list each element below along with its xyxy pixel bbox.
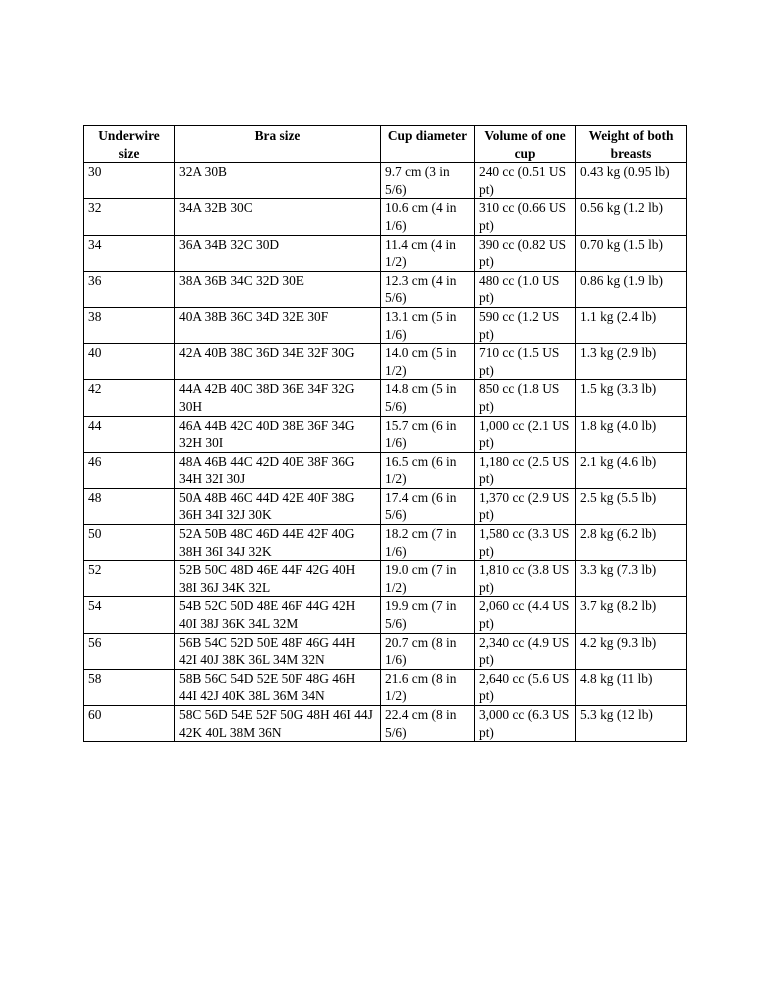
cell-cup-diameter: 9.7 cm (3 in 5/6): [381, 163, 475, 199]
cell-underwire-size: 30: [84, 163, 175, 199]
cell-underwire-size: 54: [84, 597, 175, 633]
cell-bra-size: 44A 42B 40C 38D 36E 34F 32G 30H: [175, 380, 381, 416]
cell-bra-size: 52A 50B 48C 46D 44E 42F 40G 38H 36I 34J 32K: [175, 525, 381, 561]
table-row: [84, 344, 687, 380]
cell-volume-of-one-cup: 1,180 cc (2.5 US pt): [475, 452, 576, 488]
cell-underwire-size: 42: [84, 380, 175, 416]
table-row: [84, 561, 687, 597]
cell-cup-diameter: 13.1 cm (5 in 1/6): [381, 307, 475, 343]
cell-underwire-size: 52: [84, 561, 175, 597]
cell-underwire-size: 38: [84, 307, 175, 343]
cell-cup-diameter: 21.6 cm (8 in 1/2): [381, 669, 475, 705]
cell-underwire-size: 40: [84, 344, 175, 380]
cell-cup-diameter: 14.0 cm (5 in 1/2): [381, 344, 475, 380]
cell-underwire-size: 58: [84, 669, 175, 705]
cell-cup-diameter: 16.5 cm (6 in 1/2): [381, 452, 475, 488]
table-row: [84, 706, 687, 742]
cell-underwire-size: 56: [84, 633, 175, 669]
cell-cup-diameter: 19.0 cm (7 in 1/2): [381, 561, 475, 597]
cell-volume-of-one-cup: 2,340 cc (4.9 US pt): [475, 633, 576, 669]
cell-bra-size: 58B 56C 54D 52E 50F 48G 46H 44I 42J 40K 38L 36M 34N: [175, 669, 381, 705]
cell-cup-diameter: 19.9 cm (7 in 5/6): [381, 597, 475, 633]
table-body: [84, 163, 687, 742]
cell-bra-size: 48A 46B 44C 42D 40E 38F 36G 34H 32I 30J: [175, 452, 381, 488]
table-row: [84, 416, 687, 452]
cell-volume-of-one-cup: 1,000 cc (2.1 US pt): [475, 416, 576, 452]
cell-bra-size: 34A 32B 30C: [175, 199, 381, 235]
table-row: [84, 271, 687, 307]
table-header: [84, 126, 687, 163]
table-row: [84, 488, 687, 524]
cell-weight-of-both-breasts: 4.8 kg (11 lb): [576, 669, 687, 705]
cell-volume-of-one-cup: 710 cc (1.5 US pt): [475, 344, 576, 380]
table-row: [84, 525, 687, 561]
table-row: [84, 163, 687, 199]
cell-volume-of-one-cup: 240 cc (0.51 US pt): [475, 163, 576, 199]
cell-weight-of-both-breasts: 2.5 kg (5.5 lb): [576, 488, 687, 524]
cell-weight-of-both-breasts: 0.56 kg (1.2 lb): [576, 199, 687, 235]
cell-underwire-size: 34: [84, 235, 175, 271]
cell-underwire-size: 36: [84, 271, 175, 307]
cell-underwire-size: 32: [84, 199, 175, 235]
cell-bra-size: 32A 30B: [175, 163, 381, 199]
cell-cup-diameter: 11.4 cm (4 in 1/2): [381, 235, 475, 271]
cell-underwire-size: 50: [84, 525, 175, 561]
cell-volume-of-one-cup: 2,640 cc (5.6 US pt): [475, 669, 576, 705]
cell-volume-of-one-cup: 850 cc (1.8 US pt): [475, 380, 576, 416]
cell-volume-of-one-cup: 1,370 cc (2.9 US pt): [475, 488, 576, 524]
table-row: [84, 452, 687, 488]
cell-volume-of-one-cup: 3,000 cc (6.3 US pt): [475, 706, 576, 742]
header-volume-of-one-cup: Volume of one cup: [475, 126, 576, 163]
table-row: [84, 380, 687, 416]
cell-cup-diameter: 14.8 cm (5 in 5/6): [381, 380, 475, 416]
cell-volume-of-one-cup: 1,810 cc (3.8 US pt): [475, 561, 576, 597]
header-cup-diameter: Cup diameter: [381, 126, 475, 163]
cell-bra-size: 58C 56D 54E 52F 50G 48H 46I 44J 42K 40L 38M 36N: [175, 706, 381, 742]
header-underwire-size: Underwire size: [84, 126, 175, 163]
cell-cup-diameter: 10.6 cm (4 in 1/6): [381, 199, 475, 235]
cell-bra-size: 52B 50C 48D 46E 44F 42G 40H 38I 36J 34K 32L: [175, 561, 381, 597]
cell-weight-of-both-breasts: 4.2 kg (9.3 lb): [576, 633, 687, 669]
bra-size-table: [83, 125, 687, 742]
header-bra-size: Bra size: [175, 126, 381, 163]
cell-weight-of-both-breasts: 3.3 kg (7.3 lb): [576, 561, 687, 597]
table-row: [84, 199, 687, 235]
cell-cup-diameter: 15.7 cm (6 in 1/6): [381, 416, 475, 452]
cell-weight-of-both-breasts: 0.43 kg (0.95 lb): [576, 163, 687, 199]
table-row: [84, 633, 687, 669]
cell-underwire-size: 44: [84, 416, 175, 452]
cell-cup-diameter: 17.4 cm (6 in 5/6): [381, 488, 475, 524]
table-row: [84, 597, 687, 633]
cell-underwire-size: 46: [84, 452, 175, 488]
cell-volume-of-one-cup: 390 cc (0.82 US pt): [475, 235, 576, 271]
cell-bra-size: 42A 40B 38C 36D 34E 32F 30G: [175, 344, 381, 380]
cell-volume-of-one-cup: 1,580 cc (3.3 US pt): [475, 525, 576, 561]
cell-bra-size: 46A 44B 42C 40D 38E 36F 34G 32H 30I: [175, 416, 381, 452]
cell-bra-size: 38A 36B 34C 32D 30E: [175, 271, 381, 307]
cell-volume-of-one-cup: 480 cc (1.0 US pt): [475, 271, 576, 307]
cell-weight-of-both-breasts: 2.8 kg (6.2 lb): [576, 525, 687, 561]
cell-weight-of-both-breasts: 5.3 kg (12 lb): [576, 706, 687, 742]
table-row: [84, 235, 687, 271]
header-row: [84, 126, 687, 163]
bra-size-table-container: [83, 125, 686, 742]
cell-bra-size: 36A 34B 32C 30D: [175, 235, 381, 271]
cell-underwire-size: 48: [84, 488, 175, 524]
cell-bra-size: 54B 52C 50D 48E 46F 44G 42H 40I 38J 36K 34L 32M: [175, 597, 381, 633]
cell-volume-of-one-cup: 2,060 cc (4.4 US pt): [475, 597, 576, 633]
table-row: [84, 307, 687, 343]
cell-cup-diameter: 22.4 cm (8 in 5/6): [381, 706, 475, 742]
cell-bra-size: 56B 54C 52D 50E 48F 46G 44H 42I 40J 38K 36L 34M 32N: [175, 633, 381, 669]
header-weight-of-both-breasts: Weight of both breasts: [576, 126, 687, 163]
cell-weight-of-both-breasts: 0.86 kg (1.9 lb): [576, 271, 687, 307]
cell-volume-of-one-cup: 590 cc (1.2 US pt): [475, 307, 576, 343]
cell-weight-of-both-breasts: 2.1 kg (4.6 lb): [576, 452, 687, 488]
cell-underwire-size: 60: [84, 706, 175, 742]
cell-cup-diameter: 20.7 cm (8 in 1/6): [381, 633, 475, 669]
cell-volume-of-one-cup: 310 cc (0.66 US pt): [475, 199, 576, 235]
cell-bra-size: 50A 48B 46C 44D 42E 40F 38G 36H 34I 32J 30K: [175, 488, 381, 524]
cell-cup-diameter: 12.3 cm (4 in 5/6): [381, 271, 475, 307]
cell-weight-of-both-breasts: 1.8 kg (4.0 lb): [576, 416, 687, 452]
cell-weight-of-both-breasts: 0.70 kg (1.5 lb): [576, 235, 687, 271]
cell-bra-size: 40A 38B 36C 34D 32E 30F: [175, 307, 381, 343]
cell-cup-diameter: 18.2 cm (7 in 1/6): [381, 525, 475, 561]
cell-weight-of-both-breasts: 1.1 kg (2.4 lb): [576, 307, 687, 343]
cell-weight-of-both-breasts: 1.5 kg (3.3 lb): [576, 380, 687, 416]
cell-weight-of-both-breasts: 3.7 kg (8.2 lb): [576, 597, 687, 633]
table-row: [84, 669, 687, 705]
cell-weight-of-both-breasts: 1.3 kg (2.9 lb): [576, 344, 687, 380]
